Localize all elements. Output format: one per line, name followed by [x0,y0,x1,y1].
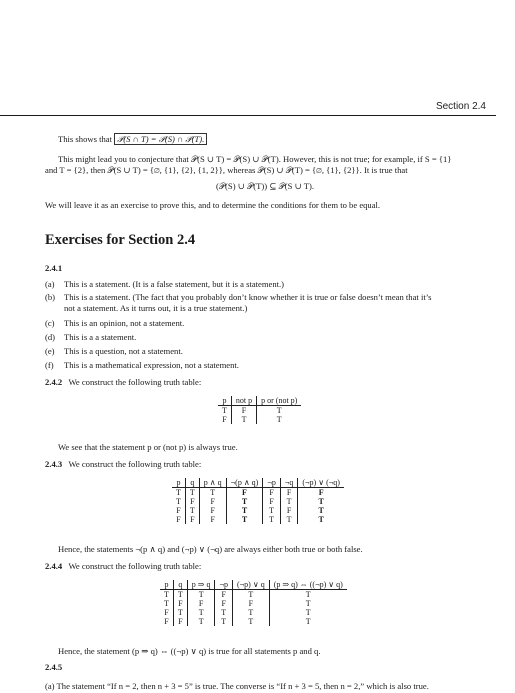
table-cell: T [187,617,215,626]
table-cell: F [199,515,226,524]
table-row [172,497,344,506]
table-cell: T [276,415,282,424]
exercise-intro: We construct the following truth table: [68,377,202,387]
table-cell: T [263,506,281,515]
table-header: (¬p) ∨ q [233,580,270,590]
table-header: p [172,478,185,488]
table-cell: T [305,599,311,608]
table-cell: T [226,506,263,515]
table-cell: T [305,617,311,626]
table-cell: F [218,415,231,424]
exercise-number: 2.4.2 [45,377,63,387]
table-cell: T [187,608,215,617]
table-cell: T [185,488,199,498]
exercise-intro: We construct the following truth table: [68,459,202,469]
table-cell: F [280,488,298,498]
exercise-2-4-1-number: 2.4.1 [45,263,63,273]
item-label: (a) [45,279,55,289]
table-cell: F [173,617,187,626]
item-text-continued: not a statement. As it turns out, it is a true statement.) [64,303,248,313]
table-header: ¬q [280,478,298,488]
table-header: ¬p [263,478,281,488]
table-cell: T [263,515,281,524]
table-header: ¬(p ∧ q) [226,478,263,488]
table-cell: T [226,515,263,524]
item-label: (c) [45,318,55,328]
exercise-2-4-5-partial-line: (a) The statement “If n = 2, then n + 3 = 5” is true. The converse is “If n + 3 = 5, then n = 2,” which is also true. [45,681,429,691]
exercise-number: 2.4.3 [45,459,63,469]
table-cell: T [233,617,270,626]
table-cell: T [173,590,187,600]
item-label: (d) [45,332,56,342]
table-cell: F [187,599,215,608]
table-cell: T [215,608,233,617]
exercise-2-4-4-conclusion: Hence, the statement (p ⇒ q) ⇔ ((¬p) ∨ q) is true for all statements p and q. [58,646,321,656]
intro-line-1 [58,133,207,146]
table-row [160,599,347,608]
table-header: p ∧ q [199,478,226,488]
table-cell: F [185,497,199,506]
table-cell: T [318,515,324,524]
table-cell: F [215,590,233,600]
running-head: Section 2.4 [435,101,486,112]
table-cell: F [185,515,199,524]
table-cell: T [318,506,324,515]
table-cell: T [172,497,185,506]
table-cell: F [263,488,281,498]
table-cell: T [187,590,215,600]
table-cell: F [280,506,298,515]
exercise-2-4-3-conclusion: Hence, the statements ¬(p ∧ q) and (¬p) ∨ (¬q) are always either both true or both false. [58,544,363,554]
exercise-number: 2.4.4 [45,561,63,571]
table-cell: F [215,599,233,608]
table-header: (¬p) ∨ (¬q) [298,478,344,488]
header-rule [0,115,496,116]
table-header: p [160,580,173,590]
truth-table-2-4-4 [160,580,347,626]
item-text: This is a statement. (The fact that you probably don’t know whether it is true or false doesn’t mean that it’s [64,292,432,302]
table-row [160,590,347,600]
section-heading: Exercises for Section 2.4 [45,232,196,248]
table-row [160,608,347,617]
table-cell: T [280,515,298,524]
table-cell: T [199,488,226,498]
table-header: not p [231,396,256,406]
item-label: (e) [45,346,55,356]
table-cell: F [172,506,185,515]
display-equation: (𝒫(S) ∪ 𝒫(T)) ⊆ 𝒫(S ∪ T). [216,181,315,191]
table-cell: F [172,515,185,524]
table-header: (p ⇒ q) ⇔ ((¬p) ∨ q) [269,580,347,590]
item-text: This is a a statement. [64,332,137,342]
table-cell: T [280,497,298,506]
table-cell: F [173,599,187,608]
table-cell: F [233,599,270,608]
table-header: p [218,396,231,406]
intro-line-1-text: This shows that [58,134,112,144]
table-cell: F [160,608,173,617]
item-text: This is a statement. (It is a false statement, but it is a statement.) [64,279,285,289]
truth-table-2-4-3 [172,478,344,524]
intro-para3: We will leave it as an exercise to prove this, and to determine the conditions for them to be equal. [45,200,381,210]
table-cell: T [215,617,233,626]
exercise-2-4-5-number: 2.4.5 [45,662,63,672]
table-header: p or (not p) [257,396,302,406]
table-cell: T [233,608,270,617]
intro-para2-line1: This might lead you to conjecture that 𝒫(S ∪ T) = 𝒫(S) ∪ 𝒫(T). However, this is not true; for example, if S = {1} [58,154,452,164]
top-margin [0,0,515,62]
table-header: p ⇒ q [187,580,215,590]
truth-table-2-4-2 [218,396,301,424]
table-cell: T [318,497,324,506]
table-cell: T [226,497,263,506]
table-cell: F [199,497,226,506]
table-cell: T [231,415,256,424]
exercise-2-4-4 [45,560,201,573]
item-text: This is a mathematical expression, not a statement. [64,360,239,370]
item-label: (b) [45,292,56,302]
table-cell: T [305,608,311,617]
table-header: ¬p [215,580,233,590]
table-row [172,506,344,515]
item-text: This is an opinion, not a statement. [64,318,185,328]
intro-para2-line2: and T = {2}, then 𝒫(S ∪ T) = {∅, {1}, {2}, {1, 2}}, whereas 𝒫(S) ∪ 𝒫(T) = {∅, {1}, {2}}. It is true that [45,165,408,175]
table-cell: T [173,608,187,617]
table-cell: T [160,599,173,608]
table-row [172,515,344,524]
table-cell: T [276,406,282,415]
table-cell: T [172,488,185,498]
exercise-intro: We construct the following truth table: [68,561,202,571]
table-cell: F [226,488,263,498]
item-text: This is a question, not a statement. [64,346,183,356]
table-cell: T [160,590,173,600]
boxed-equation: 𝒫(S ∩ T) = 𝒫(S) ∩ 𝒫(T). [114,133,207,145]
exercise-2-4-3 [45,458,201,471]
table-cell: T [185,506,199,515]
table-cell: F [160,617,173,626]
exercise-2-4-2 [45,376,201,389]
table-row [218,406,301,416]
table-cell: T [305,590,311,599]
table-header: q [185,478,199,488]
table-cell: F [231,406,256,416]
table-row [218,415,301,424]
table-row [172,488,344,498]
exercise-2-4-2-conclusion: We see that the statement p or (not p) is always true. [58,442,238,452]
table-cell: F [318,488,324,497]
table-cell: T [218,406,231,416]
table-cell: F [263,497,281,506]
table-header: q [173,580,187,590]
table-cell: F [199,506,226,515]
item-label: (f) [45,360,54,370]
table-row [160,617,347,626]
table-cell: T [233,590,270,600]
